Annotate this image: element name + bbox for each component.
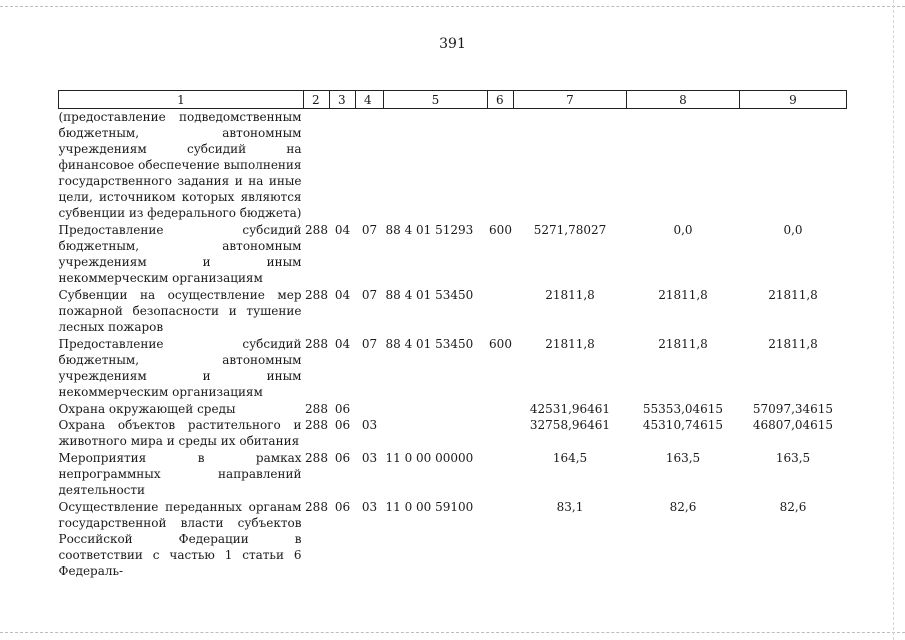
row-value-2: 0,0 [673,223,693,237]
row-value-1 [514,109,627,222]
row-vr [488,400,514,417]
row-grbs: 288 [305,500,328,514]
table-row [59,449,847,498]
right-border-line [893,0,894,640]
table-row [59,498,847,579]
row-name: Предоставление субсидий бюджетным, автономным учреждениям и иным некоммерческим организациям [58,337,302,399]
table-row [59,109,847,222]
row-value-3: 0,0 [783,223,803,237]
row-name: Охрана окружающей среды [58,402,236,416]
bottom-border-line [0,632,905,633]
row-vr [488,498,514,579]
row-value-3: 57097,34615 [752,402,834,416]
row-vr: 600 [489,337,512,351]
row-vr [488,286,514,335]
row-pr: 03 [361,451,378,465]
row-vr [488,109,514,222]
row-value-2: 163,5 [665,451,701,465]
row-value-2: 21811,8 [658,288,708,302]
row-csr [384,400,488,417]
row-vr: 600 [489,223,512,237]
row-vr [488,449,514,498]
row-value-2: 45310,74615 [642,418,724,432]
budget-table [58,90,847,579]
row-name: Предоставление субсидий бюджетным, автономным учреждениям и иным некоммерческим организациям [58,223,302,285]
row-csr [384,417,488,449]
row-grbs: 288 [305,223,328,237]
row-name: (предоставление подведомственным бюджетным, автономным учреждениям субсидий на финансовое обеспечение выполнения государственного задания и на иные цели, источником которых являются субвенции из федерального бюджета) [58,110,302,220]
row-csr [384,109,488,222]
table-row [59,335,847,400]
table-row [59,221,847,286]
row-value-1: 83,1 [556,500,584,514]
row-pr: 07 [361,337,378,351]
column-header-6: 6 [488,91,514,109]
table-header [59,91,847,109]
row-rz: 04 [334,223,351,237]
column-header-8: 8 [627,91,740,109]
row-grbs: 288 [305,402,328,416]
top-border-line [0,6,905,7]
row-rz: 04 [334,288,351,302]
row-value-3 [740,109,847,222]
row-csr: 88 4 01 53450 [385,288,474,302]
table-row [59,417,847,449]
row-vr [488,417,514,449]
row-name: Охрана объектов растительного и животного мира и среды их обитания [58,418,302,448]
page-number: 391 [439,36,466,52]
column-header-2: 2 [304,91,330,109]
row-value-2: 55353,04615 [642,402,724,416]
column-header-1: 1 [59,91,304,109]
row-value-1: 21811,8 [545,337,595,351]
row-csr: 11 0 00 00000 [385,451,474,465]
row-grbs: 288 [305,418,328,432]
row-rz: 06 [334,402,351,416]
row-value-1: 32758,96461 [529,418,611,432]
column-header-9: 9 [740,91,847,109]
row-value-3: 21811,8 [768,288,818,302]
row-value-1: 164,5 [552,451,588,465]
row-name: Субвенции на осуществление мер пожарной безопасности и тушение лесных пожаров [58,288,302,334]
row-name: Осуществление переданных органам государственной власти субъектов Российской Федерации в соответствии с частью 1 статьи 6 Федераль- [58,500,302,578]
row-value-1: 5271,78027 [533,223,607,237]
row-value-2: 82,6 [669,500,697,514]
row-csr: 88 4 01 53450 [385,337,474,351]
row-value-3: 46807,04615 [752,418,834,432]
row-rz: 06 [334,500,351,514]
row-csr: 88 4 01 51293 [385,223,474,237]
row-value-3: 21811,8 [768,337,818,351]
column-header-4: 4 [356,91,384,109]
row-grbs: 288 [305,337,328,351]
row-name: Мероприятия в рамках непрограммных направлений деятельности [58,451,302,497]
row-rz [330,109,356,222]
row-pr [356,400,384,417]
column-header-5: 5 [384,91,488,109]
row-value-3: 163,5 [775,451,811,465]
row-grbs [304,109,330,222]
row-rz: 04 [334,337,351,351]
row-grbs: 288 [305,288,328,302]
row-pr: 03 [361,418,378,432]
row-value-2 [627,109,740,222]
row-rz: 06 [334,451,351,465]
row-pr: 07 [361,288,378,302]
table-row [59,286,847,335]
row-value-2: 21811,8 [658,337,708,351]
row-pr: 07 [361,223,378,237]
row-value-3: 82,6 [779,500,807,514]
row-rz: 06 [334,418,351,432]
column-header-3: 3 [330,91,356,109]
row-pr: 03 [361,500,378,514]
column-header-7: 7 [514,91,627,109]
row-value-1: 42531,96461 [529,402,611,416]
row-grbs: 288 [305,451,328,465]
table-body [59,109,847,580]
row-value-1: 21811,8 [545,288,595,302]
row-pr [356,109,384,222]
row-csr: 11 0 00 59100 [385,500,474,514]
table-row [59,400,847,417]
